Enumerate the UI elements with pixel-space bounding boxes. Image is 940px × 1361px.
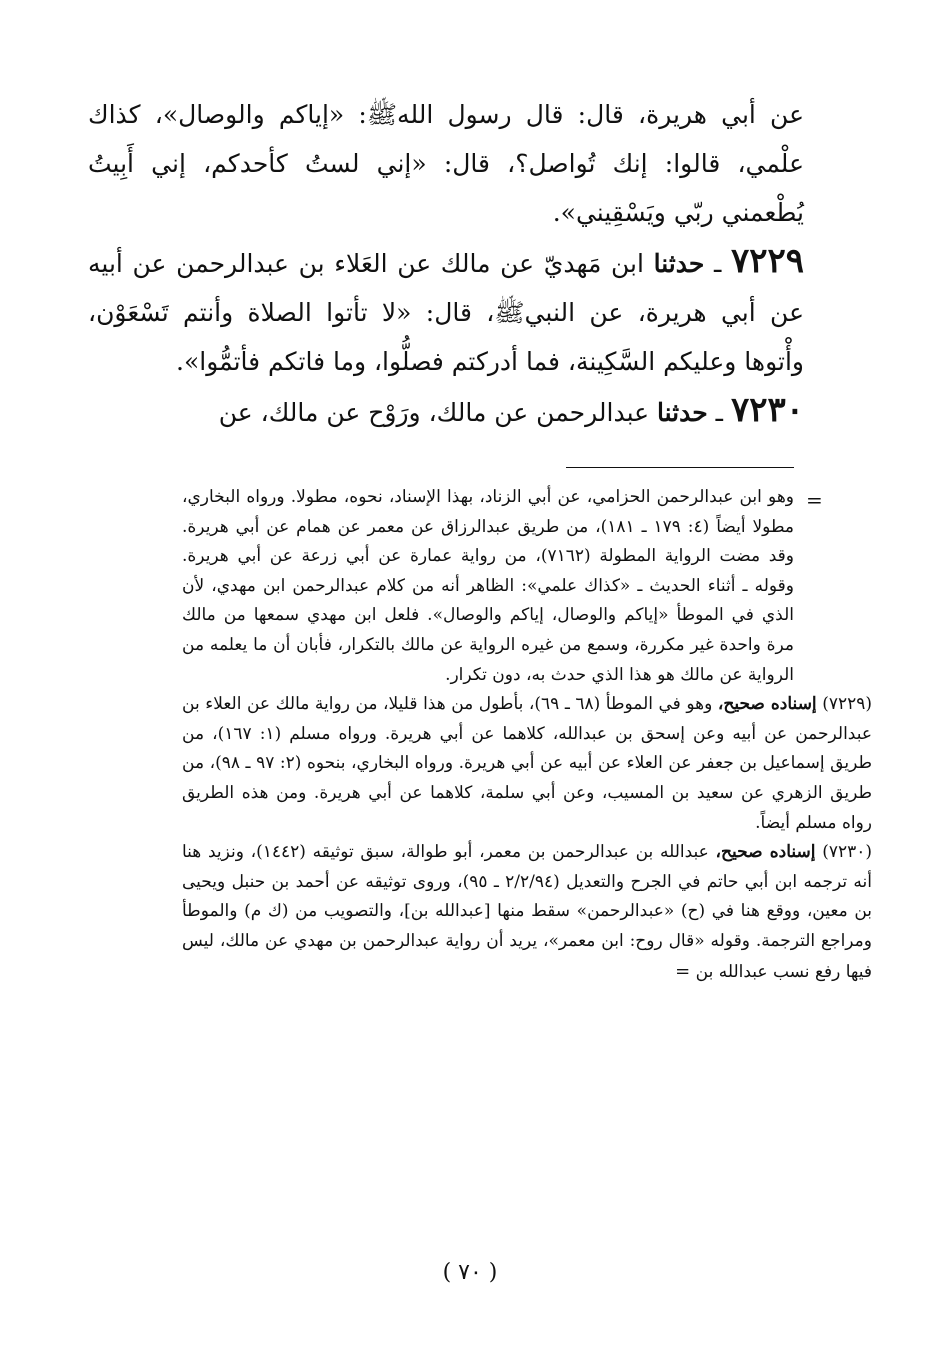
footnote-continued: وهو ابن عبدالرحمن الحزامي، عن أبي الزناد، بهذا الإسناد، نحوه، مطولا. ورواه البخاري، مطولا أيضاً (٤: ١٧٩ ـ ١٨١)، من طريق عبدالرزاق عن معمر عن همام عن أبي هريرة. وقد مضت الرواية المطولة (٧١٦٢)، من رواية عمارة عن أبي زرعة عن أبي هريرة. وقوله ـ أثناء الحديث ـ «كذاك علمي»: الظاهر أنه من كلام عبدالرحمن ابن مهدي، لأن الذي في الموطأ «إياكم والوصال، إياكم والوصال». فلعل ابن مهدي سمعها من مالك مرة واحدة غير مكررة، وسمع من غيره الرواية عن مالك بالتكرار، فأبان أن ما يعلمه من الرواية عن مالك هو هذا الذي حدث به، دون تكرار. bbox=[182, 487, 794, 685]
footnote-keyword: إسناده صحيح، bbox=[717, 694, 817, 715]
hadith-7229: ٧٢٢٩ ـ حدثنا ابن مَهديّ عن مالك عن العَلاء بن عبدالرحمن عن أبيه عن أبي هريرة، عن النبيﷺ، قال: «لا تأتوا الصلاة وأنتم تَسْعَوْن، وأْتوها وعليكم السَّكِينة، فما أدركتم فصلُّوا، وما فاتكم فأتمُّوا». bbox=[88, 241, 804, 376]
footnote-keyword: إسناده صحيح، bbox=[715, 842, 816, 863]
footnote-end-mark: = bbox=[675, 960, 691, 982]
footnote-divider bbox=[566, 467, 794, 468]
footnote-text: عبدالله بن عبدالرحمن بن معمر، أبو طوالة، سبق توثيقه (١٤٤٢)، ونزيد هنا أنه ترجمه ابن أبي حاتم في الجرح والتعديل (٢/٢/٩٤ ـ ٩٥)، وروى توثيقه عن أحمد بن حنبل ويحيى بن معين، ووقع هنا في (ح) «عبدالرحمن» سقط منها [عبدالله بن]، والتصويب من (ك م) والموطأ ومراجع الترجمة. وقوله «قال روح: ابن معمر»، يريد أن رواية عبدالرحمن بن مهدي عن مالك، ليس فيها رفع نسب عبدالله بن bbox=[182, 842, 872, 982]
hadith-text: ابن مَهديّ عن مالك عن العَلاء بن عبدالرحمن عن أبيه عن أبي هريرة، عن النبيﷺ، قال: «لا تأتوا الصلاة وأنتم تَسْعَوْن، وأْتوها وعليكم السَّكِينة، فما أدركتم فصلُّوا، وما فاتكم فأتمُّوا». bbox=[88, 249, 804, 376]
hadith-keyword: حدثنا bbox=[653, 249, 705, 278]
footnotes bbox=[182, 483, 873, 987]
footnote-continuation-mark: = bbox=[806, 488, 823, 512]
hadith-7230: ٧٢٣٠ ـ حدثنا عبدالرحمن عن مالك، ورَوْح عن مالك، عن bbox=[218, 390, 804, 430]
main-text bbox=[88, 90, 804, 437]
hadith-text: عبدالرحمن عن مالك، ورَوْح عن مالك، عن bbox=[218, 398, 650, 427]
footnote-7229 bbox=[182, 690, 872, 838]
footnote-number: (٧٢٢٩) bbox=[822, 694, 873, 715]
footnote-text: وهو في الموطأ (٦٨ ـ ٦٩)، بأطول من هذا قليلا، من رواية مالك عن العلاء بن عبدالرحمن عن أبيه وعن إسحق بن عبدالله، كلاهما عن أبي هريرة. ورواه مسلم (١: ١٦٧)، من طريق إسماعيل بن جعفر عن العلاء عن أبيه عن أبي هريرة. ورواه البخاري، بنحوه (٢: ٩٧ ـ ٩٨)، من طريق الزهري عن سعيد بن المسيب، وعن أبي سلمة، كلاهما عن أبي هريرة. ومن هذه الطريق رواه مسلم أيضاً. bbox=[182, 694, 872, 833]
page-number: ( ٧٠ ) bbox=[442, 1260, 498, 1285]
hadith-7228-continuation: عن أبي هريرة، قال: قال رسول اللهﷺ: «إياكم والوصال»، كذاك علْمي، قالوا: إنك تُواصل؟، قال: «إني لستُ كأحدكم، إني أَبِيتُ يُطْعمني ربّي ويَسْقِيني». bbox=[88, 100, 804, 227]
footnote-7230 bbox=[182, 838, 872, 987]
hadith-keyword: حدثنا bbox=[657, 398, 708, 427]
footnote-number: (٧٢٣٠) bbox=[822, 842, 873, 863]
hadith-number: ٧٢٣٠ bbox=[730, 390, 804, 430]
hadith-number: ٧٢٢٩ bbox=[730, 241, 804, 281]
